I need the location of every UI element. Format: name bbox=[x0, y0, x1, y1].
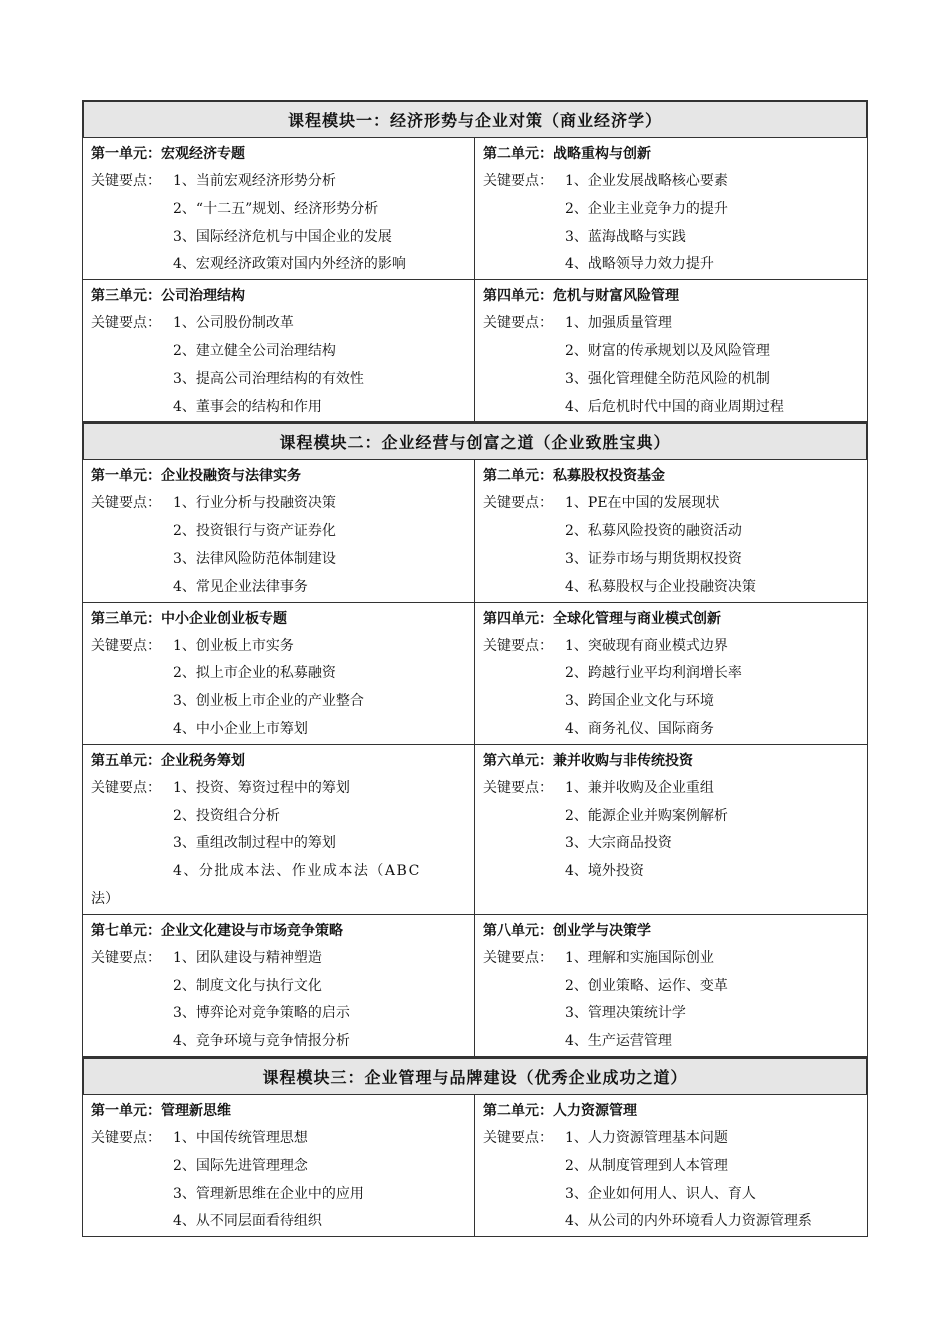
key-points-label: 关键要点： bbox=[91, 495, 161, 512]
unit-cell bbox=[83, 138, 475, 279]
key-points-label: 关键要点： bbox=[91, 315, 161, 332]
key-point-text: 1、团队建设与精神塑造 bbox=[173, 949, 322, 966]
key-point bbox=[483, 168, 859, 196]
key-point: 3、提高公司治理结构的有效性 bbox=[173, 370, 364, 387]
key-point-text: 1、人力资源管理基本问题 bbox=[565, 1129, 728, 1146]
key-point bbox=[91, 310, 466, 338]
key-point: 4、生产运营管理 bbox=[565, 1033, 672, 1050]
key-point: 3、管理新思维在企业中的应用 bbox=[173, 1185, 364, 1202]
unit-title: 第七单元：企业文化建设与市场竞争策略 bbox=[91, 922, 343, 939]
key-points-label: 关键要点： bbox=[483, 949, 553, 966]
key-point bbox=[91, 168, 466, 196]
unit-title: 第四单元：危机与财富风险管理 bbox=[483, 288, 679, 305]
key-point bbox=[91, 633, 466, 661]
module-title: 课程模块一：经济形势与企业对策（商业经济学） bbox=[82, 100, 868, 138]
key-point bbox=[483, 490, 859, 518]
unit-row bbox=[82, 745, 868, 915]
key-point: 4、境外投资 bbox=[565, 863, 644, 880]
key-point: 4、私募股权与企业投融资决策 bbox=[565, 578, 756, 595]
key-point-text: 1、投资、筹资过程中的筹划 bbox=[173, 779, 350, 796]
unit-title: 第一单元：管理新思维 bbox=[91, 1102, 231, 1119]
key-points-label: 关键要点： bbox=[91, 637, 161, 654]
unit-row bbox=[82, 138, 868, 280]
key-points-label: 关键要点： bbox=[483, 779, 553, 796]
unit-title: 第四单元：全球化管理与商业模式创新 bbox=[483, 610, 721, 627]
unit-cell bbox=[475, 603, 867, 744]
key-points-label: 关键要点： bbox=[91, 1129, 161, 1146]
key-point: 3、重组改制过程中的筹划 bbox=[173, 835, 336, 852]
key-point: 2、企业主业竞争力的提升 bbox=[565, 200, 728, 217]
key-points-label: 关键要点： bbox=[483, 637, 553, 654]
key-points-label: 关键要点： bbox=[91, 779, 161, 796]
unit-title: 第六单元：兼并收购与非传统投资 bbox=[483, 752, 693, 769]
unit-row bbox=[82, 460, 868, 602]
key-points-label: 关键要点： bbox=[483, 1129, 553, 1146]
key-point: 2、创业策略、运作、变革 bbox=[565, 977, 728, 994]
key-point bbox=[483, 775, 859, 803]
key-point-text: 1、PE在中国的发展现状 bbox=[565, 495, 720, 512]
key-point: 3、企业如何用人、识人、育人 bbox=[565, 1185, 756, 1202]
key-point: 2、私募风险投资的融资活动 bbox=[565, 523, 742, 540]
key-point bbox=[91, 945, 466, 973]
key-point: 3、国际经济危机与中国企业的发展 bbox=[173, 228, 392, 245]
unit-cell bbox=[475, 280, 867, 421]
unit-row bbox=[82, 1095, 868, 1237]
key-point: 4、从不同层面看待组织 bbox=[173, 1213, 322, 1230]
unit-row bbox=[82, 280, 868, 422]
key-point-text: 1、中国传统管理思想 bbox=[173, 1129, 308, 1146]
unit-title: 第三单元：公司治理结构 bbox=[91, 288, 245, 305]
key-point-text: 1、公司股份制改革 bbox=[173, 315, 294, 332]
unit-cell bbox=[475, 460, 867, 601]
key-point: 3、证券市场与期货期权投资 bbox=[565, 550, 742, 567]
key-point: 2、能源企业并购案例解析 bbox=[565, 807, 728, 824]
key-point bbox=[91, 775, 466, 803]
unit-cell bbox=[83, 603, 475, 744]
key-point: 2、国际先进管理理念 bbox=[173, 1157, 308, 1174]
unit-cell bbox=[83, 1095, 475, 1236]
key-point: 3、大宗商品投资 bbox=[565, 835, 672, 852]
key-points-label: 关键要点： bbox=[483, 495, 553, 512]
key-point: 4、宏观经济政策对国内外经济的影响 bbox=[173, 256, 406, 273]
key-point: 3、强化管理健全防范风险的机制 bbox=[565, 370, 770, 387]
key-point: 3、跨国企业文化与环境 bbox=[565, 693, 714, 710]
key-point: 4、竞争环境与竞争情报分析 bbox=[173, 1033, 350, 1050]
unit-title: 第五单元：企业税务筹划 bbox=[91, 752, 245, 769]
key-point: 2、跨越行业平均利润增长率 bbox=[565, 665, 742, 682]
key-point: 4、从公司的内外环境看人力资源管理系 bbox=[565, 1213, 812, 1230]
key-point: 4、分批成本法、作业成本法（ABC bbox=[173, 863, 421, 880]
key-point: 4、中小企业上市筹划 bbox=[173, 720, 308, 737]
key-point-text: 1、加强质量管理 bbox=[565, 315, 672, 332]
module-title: 课程模块二：企业经营与创富之道（企业致胜宝典） bbox=[82, 422, 868, 460]
key-point: 3、创业板上市企业的产业整合 bbox=[173, 693, 364, 710]
unit-row bbox=[82, 915, 868, 1057]
key-point-text: 1、企业发展战略核心要素 bbox=[565, 173, 728, 189]
key-point: 3、管理决策统计学 bbox=[565, 1005, 686, 1022]
course-table bbox=[82, 100, 868, 1237]
key-points-label: 关键要点： bbox=[91, 949, 161, 966]
key-point: 2、建立健全公司治理结构 bbox=[173, 342, 336, 359]
key-point: 4、商务礼仪、国际商务 bbox=[565, 720, 714, 737]
key-point bbox=[483, 633, 859, 661]
key-point bbox=[483, 945, 859, 973]
key-point-text: 1、突破现有商业模式边界 bbox=[565, 637, 728, 654]
unit-cell bbox=[475, 745, 867, 914]
key-point-text: 1、创业板上市实务 bbox=[173, 637, 294, 654]
key-point: 4、后危机时代中国的商业周期过程 bbox=[565, 398, 784, 415]
key-point: 3、蓝海战略与实践 bbox=[565, 228, 686, 245]
key-point-text: 1、行业分析与投融资决策 bbox=[173, 495, 336, 512]
key-point bbox=[91, 490, 466, 518]
key-point bbox=[483, 1125, 859, 1153]
key-point: 2、“十二五”规划、经济形势分析 bbox=[173, 200, 379, 217]
unit-title: 第一单元：企业投融资与法律实务 bbox=[91, 468, 301, 485]
unit-cell bbox=[83, 745, 475, 914]
key-point: 3、博弈论对竞争策略的启示 bbox=[173, 1005, 350, 1022]
key-point: 2、财富的传承规划以及风险管理 bbox=[565, 342, 770, 359]
unit-row bbox=[82, 603, 868, 745]
key-points-label: 关键要点： bbox=[91, 173, 161, 189]
module-title: 课程模块三：企业管理与品牌建设（优秀企业成功之道） bbox=[82, 1057, 868, 1095]
key-point: 4、常见企业法律事务 bbox=[173, 578, 308, 595]
unit-cell bbox=[475, 915, 867, 1056]
key-point-continuation: 法） bbox=[91, 890, 119, 907]
unit-cell bbox=[475, 138, 867, 279]
unit-title: 第二单元：人力资源管理 bbox=[483, 1102, 637, 1119]
key-point: 2、从制度管理到人本管理 bbox=[565, 1157, 728, 1174]
key-point: 4、董事会的结构和作用 bbox=[173, 398, 322, 415]
key-point: 2、制度文化与执行文化 bbox=[173, 977, 322, 994]
unit-title: 第三单元：中小企业创业板专题 bbox=[91, 610, 287, 627]
key-point bbox=[483, 310, 859, 338]
key-point: 2、投资银行与资产证券化 bbox=[173, 523, 336, 540]
key-point: 3、法律风险防范体制建设 bbox=[173, 550, 336, 567]
unit-cell bbox=[475, 1095, 867, 1236]
unit-title: 第二单元：私募股权投资基金 bbox=[483, 468, 665, 485]
key-point-text: 1、理解和实施国际创业 bbox=[565, 949, 714, 966]
key-point: 4、战略领导力效力提升 bbox=[565, 256, 714, 273]
unit-cell bbox=[83, 280, 475, 421]
unit-cell bbox=[83, 460, 475, 601]
unit-title: 第二单元：战略重构与创新 bbox=[483, 146, 651, 162]
unit-title: 第八单元：创业学与决策学 bbox=[483, 922, 651, 939]
key-points-label: 关键要点： bbox=[483, 173, 553, 189]
key-point-text: 1、当前宏观经济形势分析 bbox=[173, 173, 336, 189]
key-point: 2、拟上市企业的私募融资 bbox=[173, 665, 336, 682]
key-point bbox=[91, 1125, 466, 1153]
unit-title: 第一单元：宏观经济专题 bbox=[91, 146, 245, 162]
unit-cell bbox=[83, 915, 475, 1056]
key-points-label: 关键要点： bbox=[483, 315, 553, 332]
key-point: 2、投资组合分析 bbox=[173, 807, 280, 824]
key-point-text: 1、兼并收购及企业重组 bbox=[565, 779, 714, 796]
